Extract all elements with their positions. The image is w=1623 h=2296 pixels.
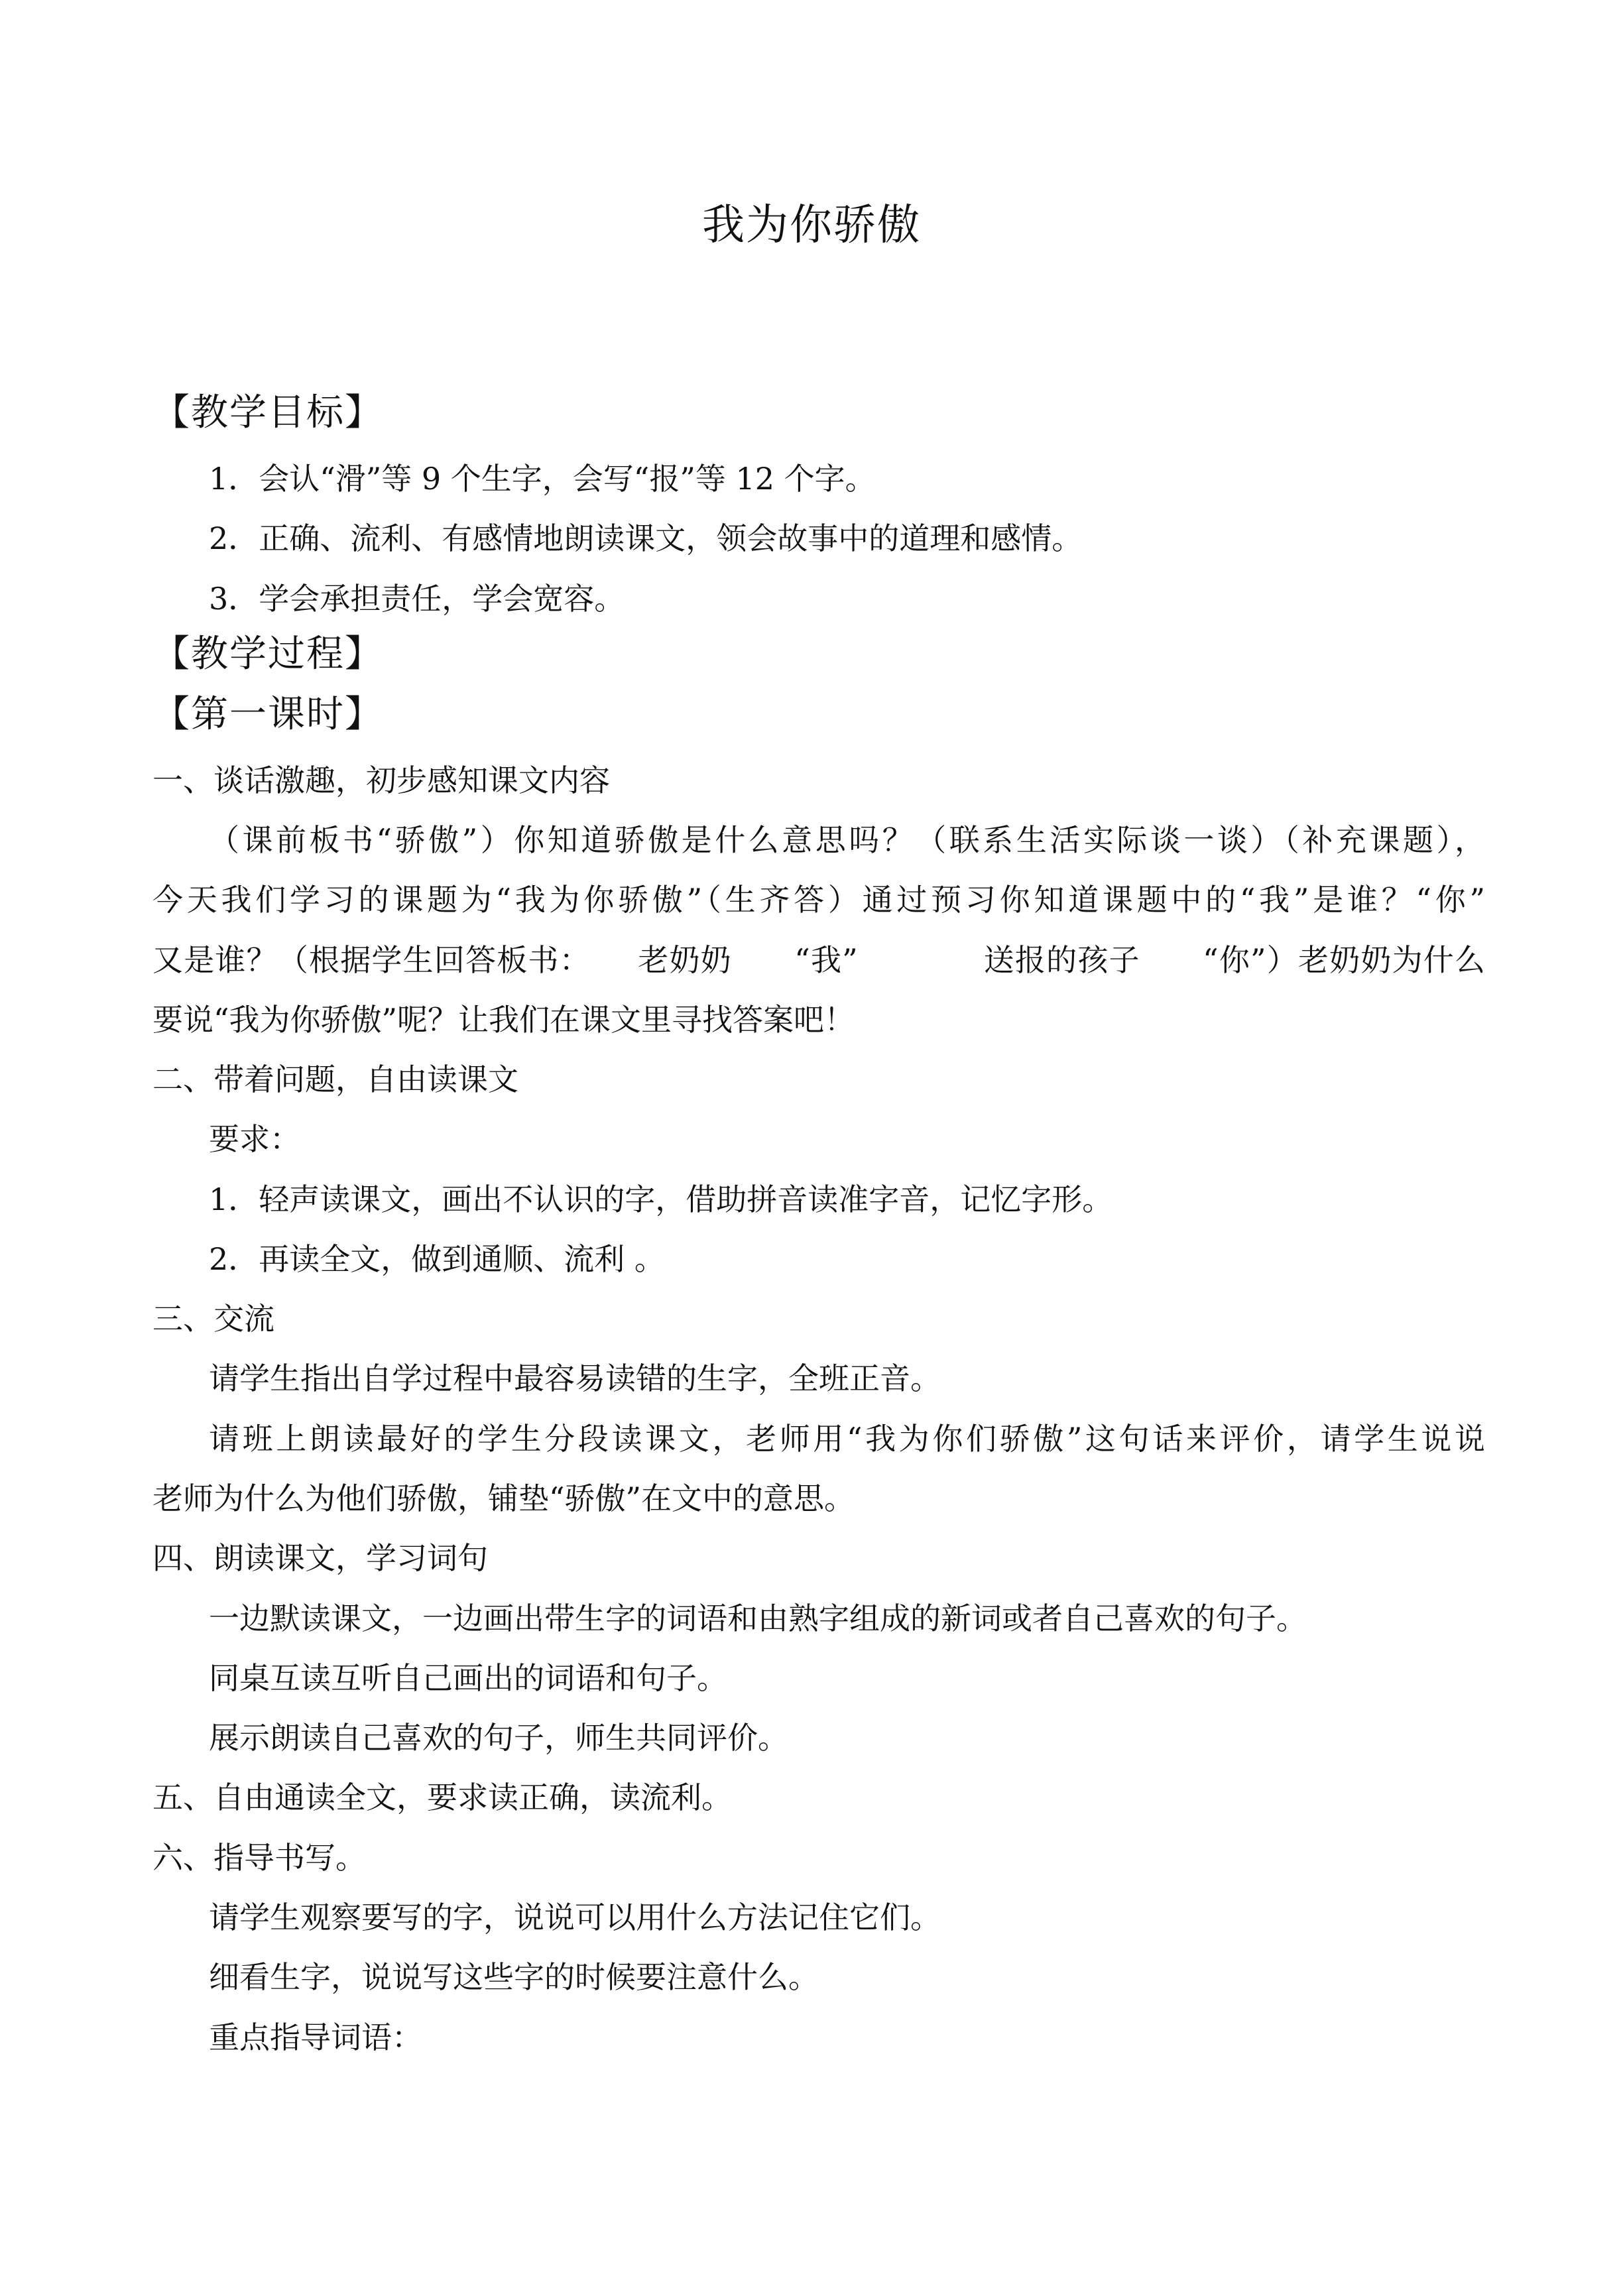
section-1-paragraph-line-3: 又是谁？（根据学生回答板书： 老奶奶 “我” 送报的孩子 “你”）老奶奶为什么 bbox=[152, 942, 1485, 978]
section-6-heading: 六、指导书写。 bbox=[152, 1840, 366, 1876]
section-4-heading: 四、朗读课文，学习词句 bbox=[152, 1540, 488, 1576]
section-3-line-1: 请学生指出自学过程中最容易读错的生字，全班正音。 bbox=[209, 1360, 941, 1396]
section-2-line-3: 2．再读全文，做到通顺、流利 。 bbox=[209, 1241, 665, 1277]
section-4-line-3: 展示朗读自己喜欢的句子，师生共同评价。 bbox=[209, 1720, 788, 1756]
objectives-heading: 【教学目标】 bbox=[152, 391, 383, 434]
process-heading: 【教学过程】 bbox=[152, 633, 383, 676]
section-4-line-1: 一边默读课文，一边画出带生字的词语和由熟字组成的新词或者自己喜欢的句子。 bbox=[209, 1601, 1307, 1636]
section-2-heading: 二、带着问题，自由读课文 bbox=[152, 1061, 518, 1097]
document-title: 我为你骄傲 bbox=[702, 201, 921, 250]
section-4-line-2: 同桌互读互听自己画出的词语和句子。 bbox=[209, 1660, 727, 1696]
section-6-line-3: 重点指导词语： bbox=[209, 2020, 422, 2055]
objective-item-2: 2．正确、流利、有感情地朗读课文，领会故事中的道理和感情。 bbox=[209, 520, 1083, 556]
section-1-paragraph-line-4: 要说“我为你骄傲”呢？让我们在课文里寻找答案吧！ bbox=[152, 1002, 855, 1038]
section-1-paragraph-line-1: （课前板书“骄傲”）你知道骄傲是什么意思吗？（联系生活实际谈一谈）（补充课题）， bbox=[209, 822, 1485, 858]
section-6-line-1: 请学生观察要写的字，说说可以用什么方法记住它们。 bbox=[209, 1900, 941, 1935]
objective-item-3: 3．学会承担责任，学会宽容。 bbox=[209, 581, 625, 617]
section-3-paragraph-line-1: 请班上朗读最好的学生分段读课文，老师用“我为你们骄傲”这句话来评价，请学生说说 bbox=[209, 1421, 1485, 1457]
lesson-heading: 【第一课时】 bbox=[152, 693, 383, 736]
section-1-paragraph-line-2: 今天我们学习的课题为“我为你骄傲”（生齐答）通过预习你知道课题中的“我”是谁？“你” bbox=[152, 882, 1485, 918]
objective-item-1: 1．会认“滑”等 9 个生字，会写“报”等 12 个字。 bbox=[209, 461, 876, 497]
section-6-line-2: 细看生字，说说写这些字的时候要注意什么。 bbox=[209, 1959, 819, 1995]
section-2-line-2: 1．轻声读课文，画出不认识的字，借助拼音读准字音，记忆字形。 bbox=[209, 1181, 1113, 1217]
section-1-heading: 一、谈话激趣，初步感知课文内容 bbox=[152, 762, 610, 798]
section-2-line-1: 要求： bbox=[209, 1121, 300, 1157]
section-3-heading: 三、交流 bbox=[152, 1301, 274, 1337]
section-5-heading: 五、自由通读全文，要求读正确，读流利。 bbox=[152, 1780, 732, 1815]
section-3-paragraph-line-2: 老师为什么为他们骄傲，铺垫“骄傲”在文中的意思。 bbox=[152, 1480, 855, 1516]
